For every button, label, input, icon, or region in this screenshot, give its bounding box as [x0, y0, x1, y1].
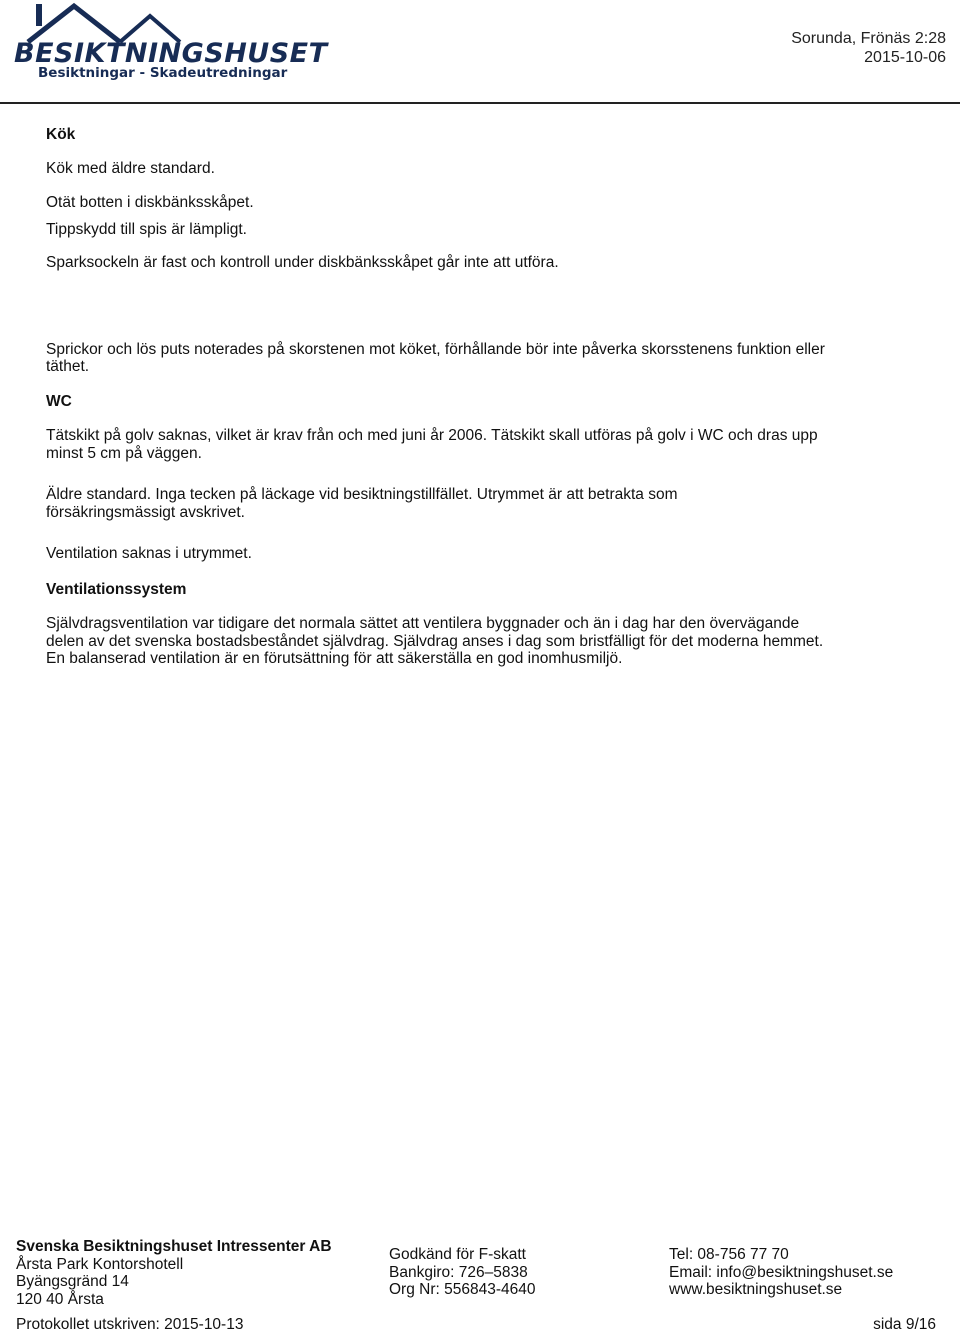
logo-tagline: Besiktningar - Skadeutredningar [38, 65, 288, 81]
section-heading-kok: Kök [46, 126, 76, 143]
bankgiro: Bankgiro: 726–5838 [389, 1263, 528, 1281]
paragraph: Sprickor och lös puts noterades på skorstenen mot köket, förhållande bör inte påverka skorsstenens funktion eller täthet. [46, 340, 825, 375]
phone: Tel: 08-756 77 70 [669, 1246, 789, 1263]
section-heading-wc: WC [46, 392, 72, 410]
footer-company-block [16, 1238, 332, 1308]
paragraph: Självdragsventilation var tidigare det normala sättet att ventilera byggnader och än i dag har den övervägande delen av det svenska bostadsbeståndet självdrag. Självdrag anses i dag som bristfälligt för det moderna hemmet. En balanserad ventilation är en förutsättning för att säkerställa en god inomhusmiljö. [46, 615, 824, 667]
company-logo [10, 0, 332, 86]
header-divider [0, 102, 960, 104]
paragraph: Tippskydd till spis är lämpligt. [46, 220, 247, 238]
address-line: 120 40 Årsta [16, 1290, 104, 1308]
address-line: Årsta Park Kontorshotell [16, 1255, 184, 1273]
email: Email: info@besiktningshuset.se [669, 1263, 894, 1281]
address-line: Byängsgränd 14 [16, 1273, 129, 1290]
section-heading-ventilation: Ventilationssystem [46, 580, 187, 598]
printed-date: Protokollet utskriven: 2015-10-13 [16, 1316, 244, 1333]
header-info [791, 29, 946, 67]
website: www.besiktningshuset.se [669, 1281, 843, 1298]
org-number: Org Nr: 556843-4640 [389, 1281, 536, 1298]
paragraph: Otät botten i diskbänksskåpet. [46, 194, 254, 211]
logo-wordmark: BESIKTNINGSHUSET [14, 38, 328, 69]
report-body [46, 122, 846, 668]
paragraph: Ventilation saknas i utrymmet. [46, 545, 252, 562]
property-name: Sorunda, Frönäs 2:28 [791, 30, 946, 47]
inspection-date: 2015-10-06 [864, 49, 946, 66]
paragraph: Sparksockeln är fast och kontroll under diskbänksskåpet går inte att utföra. [46, 254, 559, 271]
f-skatt: Godkänd för F-skatt [389, 1246, 526, 1263]
footer-contact-block [669, 1246, 893, 1299]
paragraph: Kök med äldre standard. [46, 159, 215, 177]
paragraph: Äldre standard. Inga tecken på läckage vid besiktningstillfället. Utrymmet är att betrakta som försäkringsmässigt avskrivet. [46, 486, 678, 521]
paragraph: Tätskikt på golv saknas, vilket är krav från och med juni år 2006. Tätskikt skall utföras på golv i WC och dras upp minst 5 cm på väggen. [46, 427, 818, 462]
page-number: sida 9/16 [873, 1316, 936, 1333]
footer-finance-block [389, 1246, 535, 1299]
company-name: Svenska Besiktningshuset Intressenter AB [16, 1238, 332, 1255]
